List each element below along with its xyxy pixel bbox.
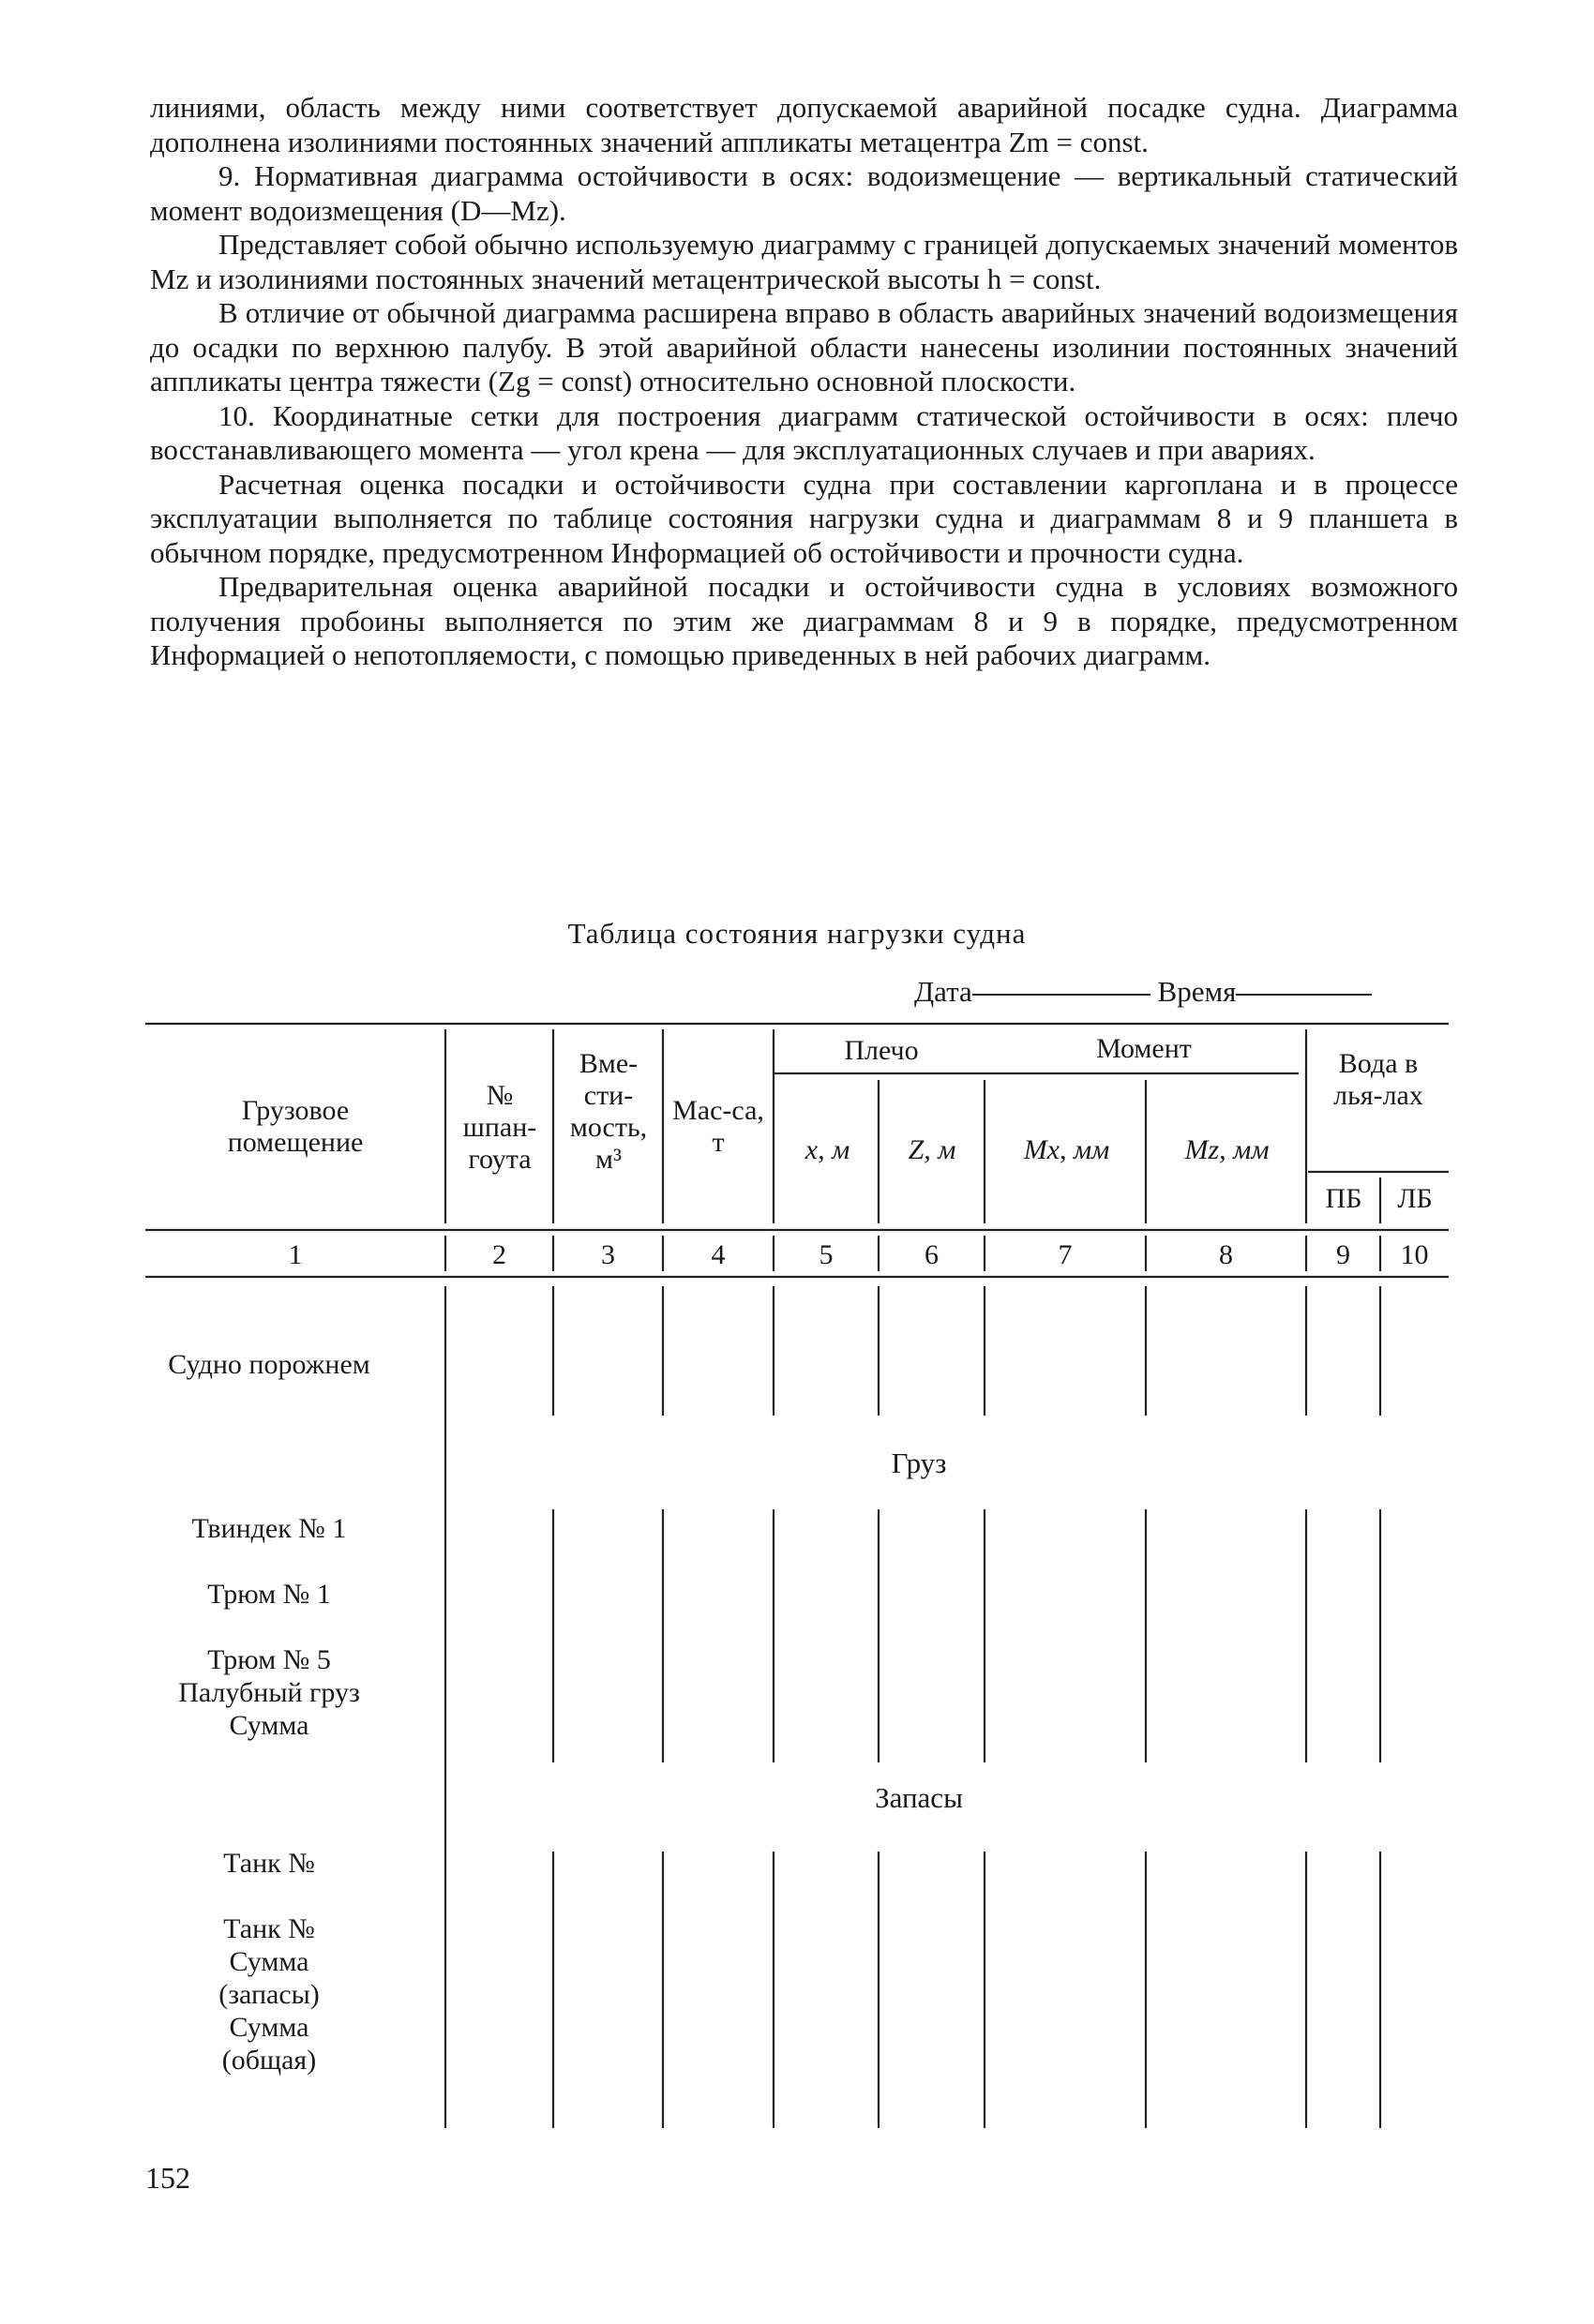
- col-num-6: 6: [925, 1239, 939, 1270]
- header-mz: Mz, мм: [1184, 1134, 1270, 1165]
- header-capacity: Вме-сти-мость, м³: [569, 1048, 648, 1175]
- paragraph-1: линиями, область между ними соответствует допускаемой аварийной посадке судна. Диаграмма дополнена изолиниями постоянных значений аппликаты метацентра Zm = const.: [150, 91, 1458, 158]
- col-num-8: 8: [1219, 1239, 1233, 1270]
- col-num-1: 1: [288, 1239, 303, 1270]
- col-num-7: 7: [1058, 1239, 1073, 1270]
- row-light-ship: Судно порожнем: [168, 1349, 370, 1380]
- section-cargo: Груз: [891, 1447, 947, 1479]
- col-num-10: 10: [1400, 1239, 1429, 1270]
- header-water: Вода в лья-лах: [1333, 1048, 1423, 1111]
- table-caption: Таблица состояния нагрузки судна: [567, 917, 1027, 950]
- date-label: Дата: [914, 975, 972, 1008]
- paragraph-3: Представляет собой обычно используемую диаграмму с границей допускаемых значений моментов Mz и изолиниями постоянных значений метацентрической высоты h = const.: [150, 228, 1458, 295]
- header-x: x, м: [805, 1134, 850, 1165]
- col-num-3: 3: [601, 1239, 615, 1270]
- paragraph-7: Предварительная оценка аварийной посадки и остойчивости судна в условиях возможного получения пробоины выполняется по этим же диаграммам 8 и 9 в порядке, предусмотренном Информацией о непотопляемости, с помощью приведенных в ней рабочих диаграмм.: [150, 570, 1458, 671]
- header-moment-group: Момент: [1096, 1033, 1192, 1064]
- row-sum: Сумма: [229, 1710, 309, 1741]
- row-sum-total: Сумма (общая): [221, 2012, 317, 2076]
- row-hold1: Трюм № 1: [207, 1579, 331, 1610]
- page-number: 152: [145, 2161, 190, 2195]
- row-tweendeck: Твиндек № 1: [191, 1513, 347, 1544]
- header-z: Z, м: [908, 1134, 956, 1165]
- paragraph-4: В отличие от обычной диаграмма расширена вправо в область аварийных значений водоизмещения до осадки по верхнюю палубу. В этой аварийной области нанесены изолинии постоянных значений аппликаты центра тяжести (Zg = const) относительно основной плоскости.: [150, 296, 1458, 397]
- paragraph-6: Расчетная оценка посадки и остойчивости судна при составлении каргоплана и в процессе эксплуатации выполняется по таблице состояния нагрузки судна и диаграммам 8 и 9 планшета в обычном порядке, предусмотренном Информацией об остойчивости и прочности судна.: [150, 467, 1458, 569]
- time-label: Время: [1157, 975, 1237, 1008]
- col-num-5: 5: [819, 1239, 834, 1270]
- col-num-4: 4: [711, 1239, 726, 1270]
- row-sum-stores: Сумма (запасы): [218, 1946, 320, 2010]
- row-deck-cargo: Палубный груз: [178, 1677, 360, 1708]
- section-stores: Запасы: [875, 1781, 963, 1814]
- col-num-9: 9: [1336, 1239, 1350, 1270]
- row-tank: Танк №: [223, 1848, 315, 1879]
- row-tank-2: Танк №: [223, 1913, 315, 1944]
- header-pb: ПБ: [1325, 1183, 1362, 1214]
- paragraph-2: 9. Нормативная диаграмма остойчивости в осях: водоизмещение — вертикальный статический момент водоизмещения (D—Mz).: [150, 159, 1458, 227]
- header-space: Грузовое помещение: [227, 1095, 364, 1158]
- col-num-2: 2: [492, 1239, 506, 1270]
- header-frame: № шпан-гоута: [462, 1080, 537, 1175]
- paragraph-5: 10. Координатные сетки для построения диаграмм статической остойчивости в осях: плечо восстанавливающего момента — угол крена — для эксплуатационных случаев и при авариях.: [150, 398, 1458, 466]
- header-mx: Mx, мм: [1023, 1134, 1110, 1165]
- header-lb: ЛБ: [1397, 1183, 1433, 1214]
- header-mass: Мас-са, т: [672, 1095, 764, 1158]
- header-arm-group: Плечо: [844, 1035, 919, 1066]
- row-hold5: Трюм № 5: [207, 1644, 331, 1675]
